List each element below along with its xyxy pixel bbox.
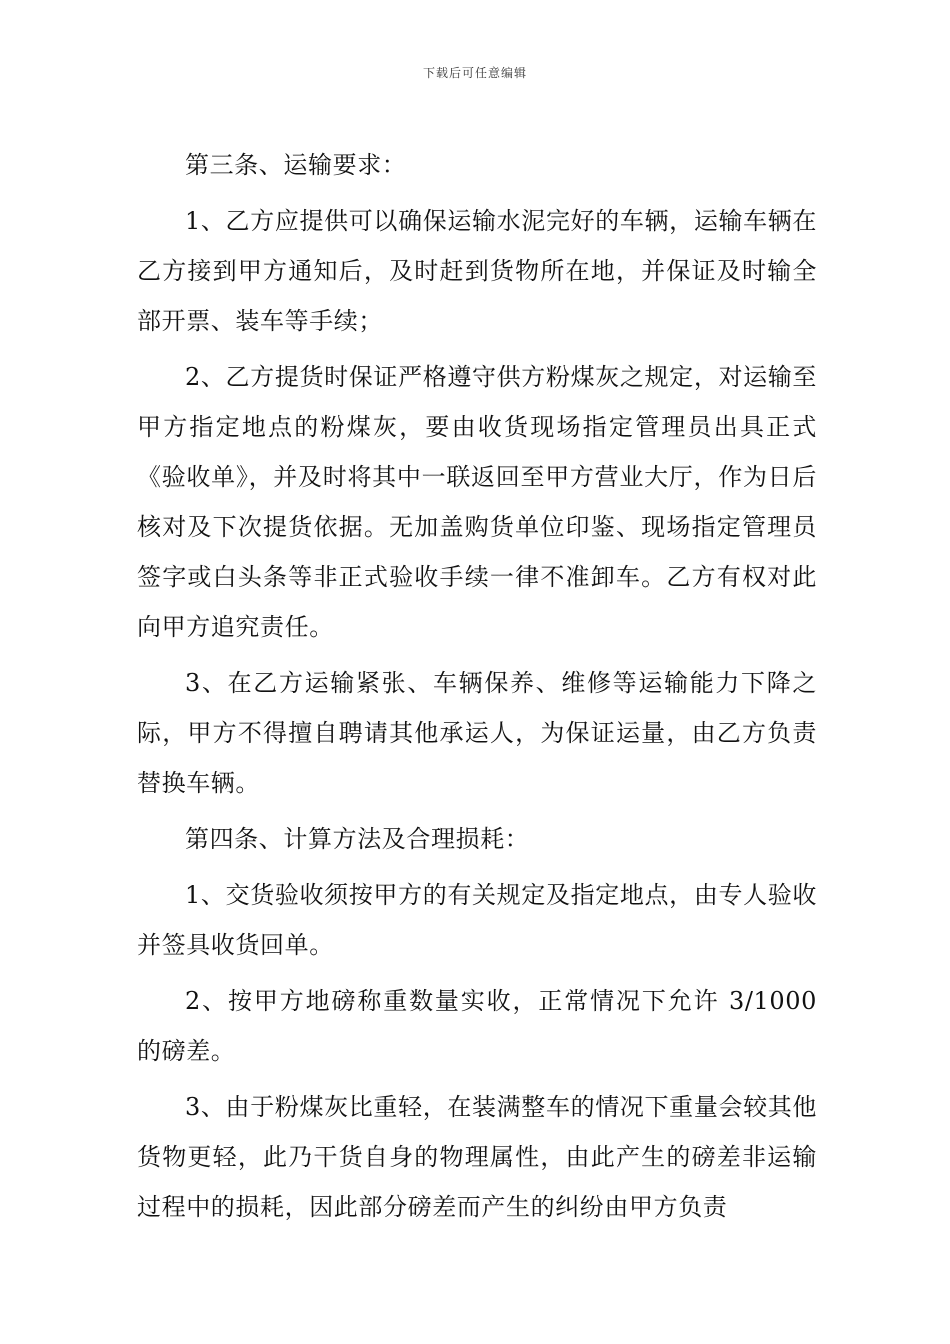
paragraph-article-4-item-2: 2、按甲方地磅称重数量实收，正常情况下允许 3/1000 的磅差。 [137,987,817,1065]
paragraph-article-3-item-3: 3、在乙方运输紧张、车辆保养、维修等运输能力下降之际，甲方不得擅自聘请其他承运人，为保证运量，由乙方负责替换车辆。 [137,669,817,797]
paragraph-article-3-item-2: 2、乙方提货时保证严格遵守供方粉煤灰之规定，对运输至甲方指定地点的粉煤灰，要由收货现场指定管理员出具正式《验收单》，并及时将其中一联返回至甲方营业大厅，作为日后核对及下次提货依据。无加盖购货单位印鉴、现场指定管理员签字或白头条等非正式验收手续一律不准卸车。乙方有权对此向甲方追究责任。 [137,363,817,641]
document-body [137,140,817,1238]
section-heading-article-4: 第四条、计算方法及合理损耗： [185,825,530,853]
paragraph-article-4-item-3: 3、由于粉煤灰比重轻，在装满整车的情况下重量会较其他货物更轻，此乃干货自身的物理属性，由此产生的磅差非运输过程中的损耗，因此部分磅差而产生的纠纷由甲方负责 [137,1093,817,1221]
section-heading-article-3: 第三条、运输要求： [185,151,407,179]
page-header-note: 下载后可任意编辑 [422,66,527,80]
paragraph-article-4-item-1: 1、交货验收须按甲方的有关规定及指定地点，由专人验收并签具收货回单。 [137,881,817,959]
paragraph-article-3-item-1: 1、乙方应提供可以确保运输水泥完好的车辆，运输车辆在乙方接到甲方通知后，及时赶到货物所在地，并保证及时输全部开票、装车等手续； [137,207,817,335]
